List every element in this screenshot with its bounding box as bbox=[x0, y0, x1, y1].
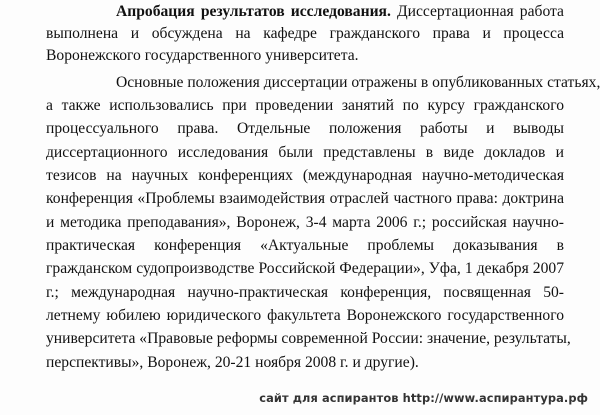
paragraph-2-line: практическая конференция «Актуальные проблемы доказывания в bbox=[46, 237, 564, 254]
paragraph-1-line-3: Воронежского государственного университета. bbox=[46, 47, 359, 64]
paragraph-1-text: Диссертационная работа bbox=[390, 3, 564, 20]
paragraph-2-line: а также использовались при проведении занятий по курсу гражданского bbox=[46, 97, 564, 114]
paragraph-2-line: г.; международная научно-практическая конференция, посвященная 50- bbox=[46, 284, 564, 301]
paragraph-2-line: перспективы», Воронеж, 20-21 ноября 2008 г. и другие). bbox=[46, 354, 419, 371]
paragraph-2-line: конференция «Проблемы взаимодействия отраслей частного права: доктрина bbox=[46, 190, 564, 207]
paragraph-2-line: и методика преподавания», Воронеж, 3-4 марта 2006 г.; российская научно- bbox=[46, 214, 564, 231]
paragraph-2-line: процессуального права. Отдельные положения работы и выводы bbox=[46, 120, 564, 137]
paragraph-2-line: Основные положения диссертации отражены в опубликованных статьях, bbox=[116, 74, 600, 91]
section-heading: Апробация результатов исследования. bbox=[116, 3, 391, 20]
paragraph-2-line: тезисов на научных конференциях (международная научно-методическая bbox=[46, 167, 564, 184]
paragraph-1-line-2: выполнена и обсуждена на кафедре гражданского права и процесса bbox=[46, 25, 564, 42]
paragraph-1-line-1 bbox=[116, 2, 564, 22]
paragraph-2-line: университета «Правовые реформы современной России: значение, результаты, bbox=[46, 330, 571, 347]
site-watermark: сайт для аспирантов http://www.аспирантура.рф bbox=[259, 391, 588, 405]
paragraph-2-line: летнему юбилею юридического факультета Воронежского государственного bbox=[46, 307, 564, 324]
paragraph-2-line: гражданском судопроизводстве Российской Федерации», Уфа, 1 декабря 2007 bbox=[46, 260, 564, 277]
paragraph-2-line: диссертационного исследования были представлены в виде докладов и bbox=[46, 144, 564, 161]
